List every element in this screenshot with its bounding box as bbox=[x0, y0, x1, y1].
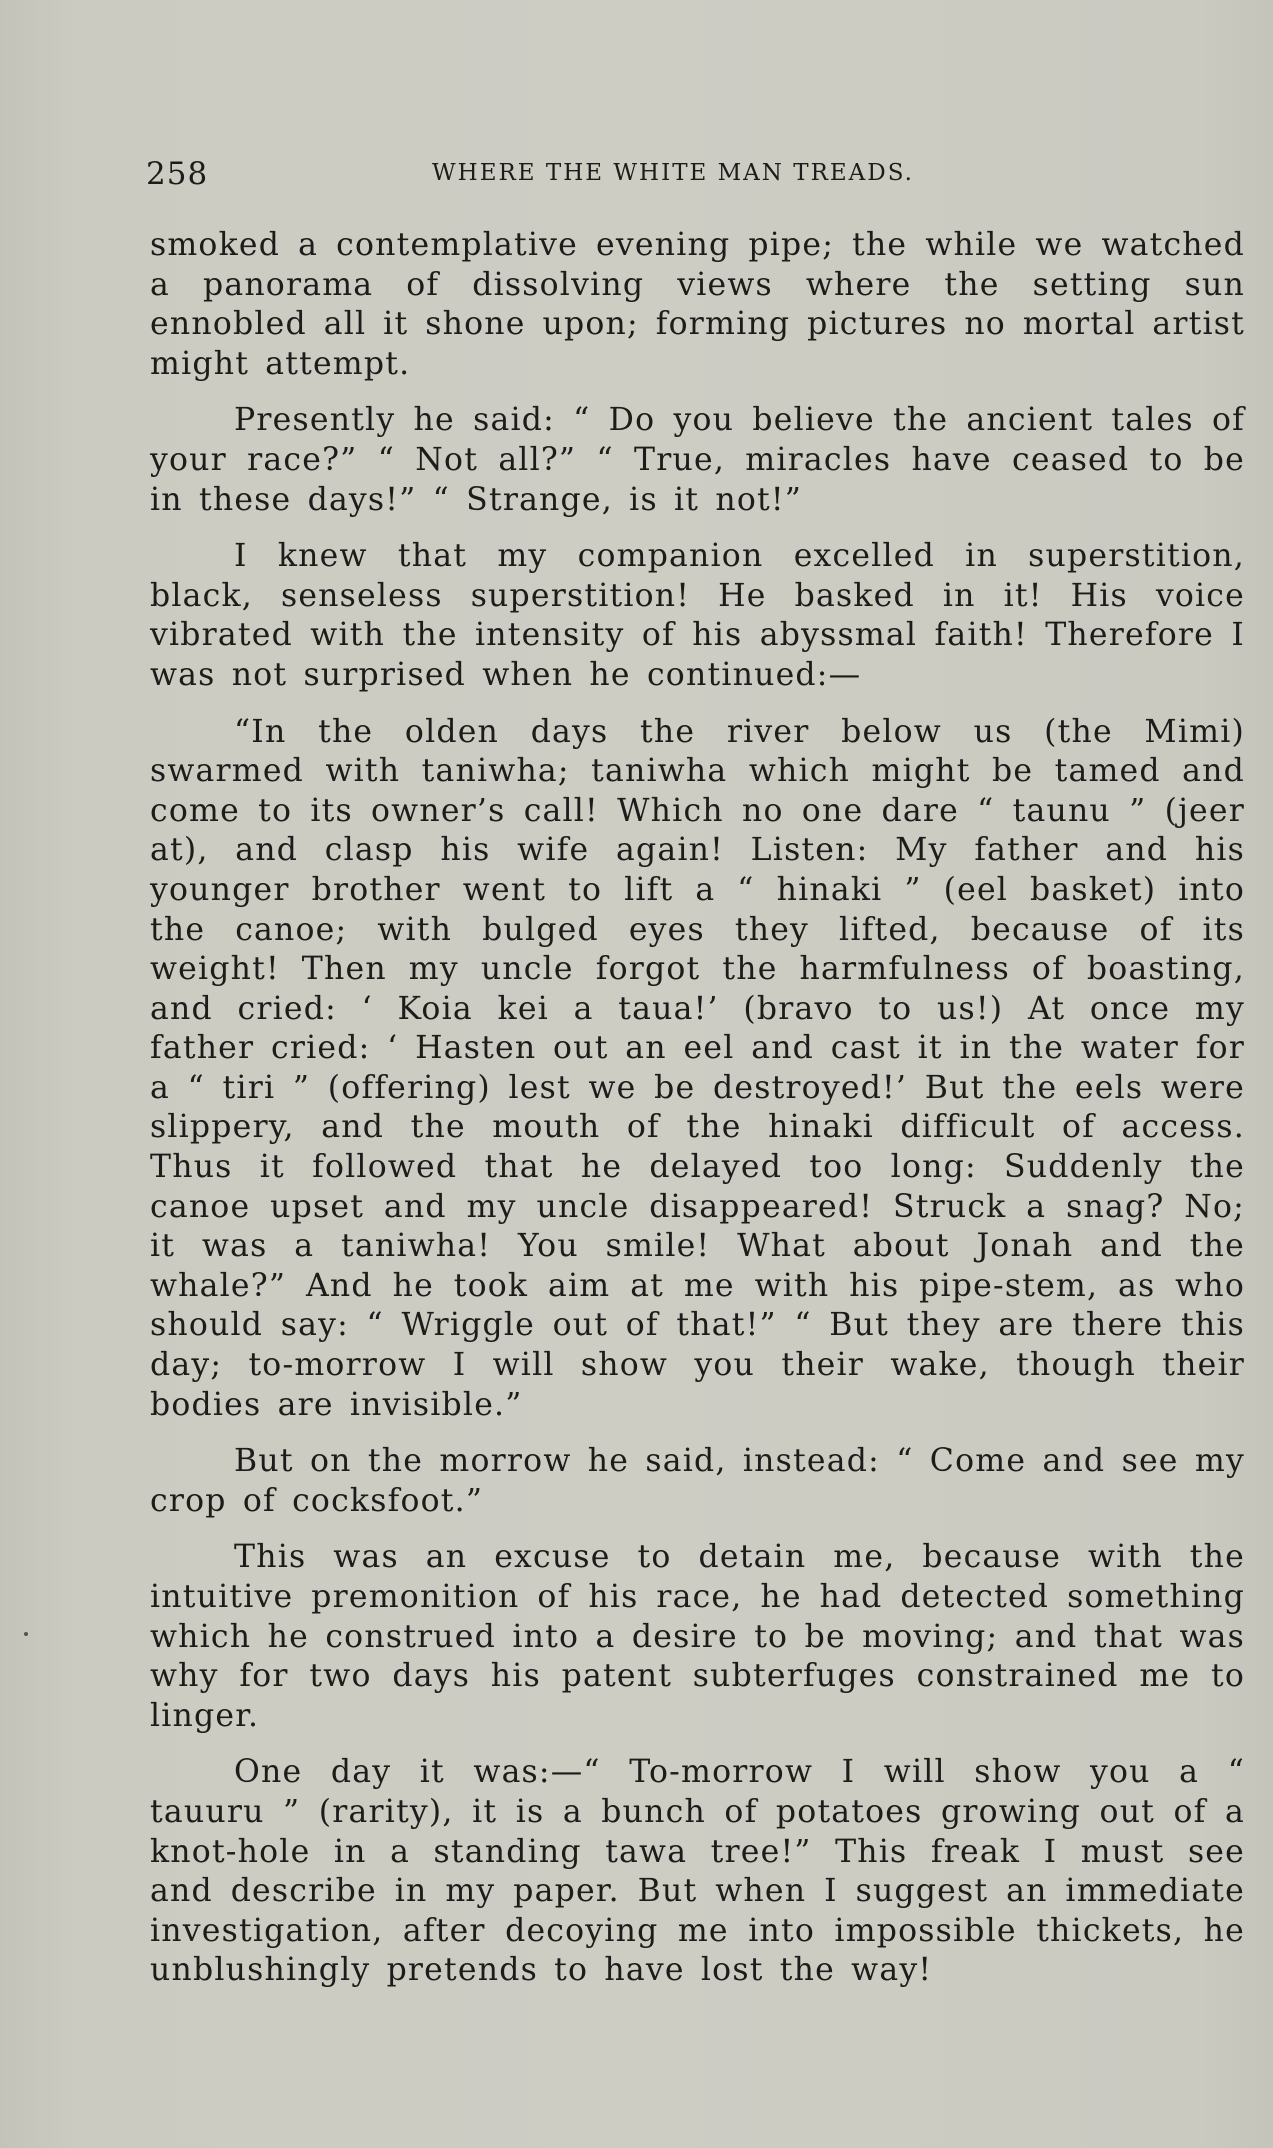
paragraph: But on the morrow he said, instead: “ Come and see my crop of cocksfoot.” bbox=[150, 1443, 1245, 1519]
paragraph: This was an excuse to detain me, because with the intuitive premonition of his race, he had detected something which he construed into a desire to be moving; and that was why for two days his patent subterfuges constrained me to linger. bbox=[150, 1539, 1245, 1734]
page-header bbox=[146, 156, 1247, 192]
paragraph: I knew that my companion excelled in superstition, black, senseless superstition! He basked in it! His voice vibrated with the intensity of his abyssmal faith! Therefore I was not surprised when he continued:— bbox=[150, 538, 1245, 693]
margin-speck bbox=[24, 1632, 28, 1636]
running-head: WHERE THE WHITE MAN TREADS. bbox=[432, 160, 914, 186]
paragraph-continuation: smoked a contemplative evening pipe; the while we watched a panorama of dissolving views where the setting sun ennobled all it shone upon; forming pictures no mortal artist might attempt. bbox=[150, 227, 1245, 382]
body-text bbox=[150, 226, 1245, 2008]
paragraph: “In the olden days the river below us (the Mimi) swarmed with taniwha; taniwha which might be tamed and come to its owner’s call! Which no one dare “ taunu ” (jeer at), and clasp his wife again! Listen: My father and his younger brother went to lift a “ hinaki ” (eel basket) into the canoe; with bulged eyes they lifted, because of its weight! Then my uncle forgot the harmfulness of boasting, and cried: ‘ Koia kei a taua!’ (bravo to us!) At once my father cried: ‘ Hasten out an eel and cast it in the water for a “ tiri ” (offering) lest we be destroyed!’ But the eels were slippery, and the mouth of the hinaki difficult of access. Thus it followed that he delayed too long: Suddenly the canoe upset and my uncle disappeared! Struck a snag? No; it was a taniwha! You smile! What about Jonah and the whale?” And he took aim at me with his pipe-stem, as who should say: “ Wriggle out of that!” “ But they are there this day; to-morrow I will show you their wake, though their bodies are invisible.” bbox=[150, 713, 1245, 1423]
paragraph: One day it was:—“ To-morrow I will show you a “ tauuru ” (rarity), it is a bunch of potatoes growing out of a knot-hole in a standing tawa tree!” This freak I must see and describe in my paper. But when I suggest an immediate investigation, after decoying me into impossible thickets, he unblushingly pretends to have lost the way! bbox=[150, 1754, 1245, 1989]
paragraph: Presently he said: “ Do you believe the ancient tales of your race?” “ Not all?” “ True, miracles have ceased to be in these days!” “ Strange, is it not!” bbox=[150, 402, 1245, 518]
page-number: 258 bbox=[146, 156, 209, 192]
